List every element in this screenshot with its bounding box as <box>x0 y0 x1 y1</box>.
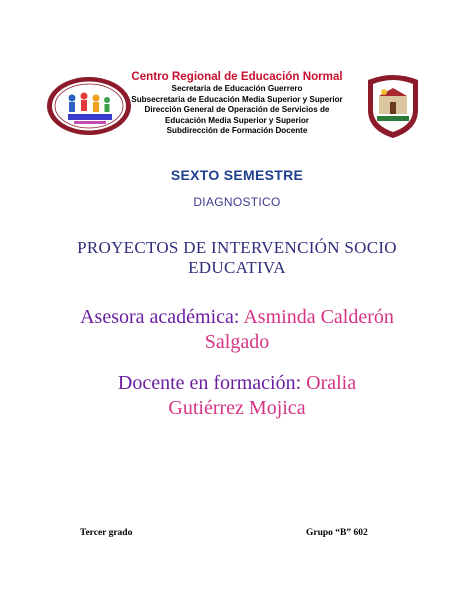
grade-label: Tercer grado <box>80 528 133 538</box>
course-title <box>60 238 414 278</box>
group-label: Grupo “B” 602 <box>306 528 368 538</box>
crem-logo-icon <box>44 74 134 138</box>
teacher-block <box>50 371 424 421</box>
header-line: Dirección General de Operación de Servicios de <box>144 105 330 115</box>
teacher-name: Oralia <box>306 372 357 394</box>
course-title-line: EDUCATIVA <box>188 258 286 277</box>
institution-header <box>124 70 350 137</box>
teacher-label: Docente en formación: <box>117 372 302 394</box>
header-title: Centro Regional de Educación Normal <box>131 70 343 83</box>
advisor-block <box>50 305 424 355</box>
course-title-line: PROYECTOS DE INTERVENCIÓN SOCIO <box>77 238 397 257</box>
school-shield-icon <box>362 70 424 140</box>
header-line: Secretaria de Educación Guerrero <box>171 84 303 93</box>
header-line: Subdirección de Formación Docente <box>166 126 308 136</box>
document-subtitle: DIAGNOSTICO <box>193 195 281 209</box>
header-line: Subsecretaria de Educación Media Superior y Superior <box>131 94 343 104</box>
teacher-name-cont: Gutiérrez Mojica <box>168 397 306 419</box>
semester-title: SEXTO SEMESTRE <box>170 167 304 183</box>
advisor-name: Asminda Calderón <box>243 306 394 328</box>
header-line: Educación Media Superior y Superior <box>165 115 309 125</box>
advisor-name-cont: Salgado <box>204 331 270 353</box>
advisor-label: Asesora académica: <box>80 306 240 328</box>
